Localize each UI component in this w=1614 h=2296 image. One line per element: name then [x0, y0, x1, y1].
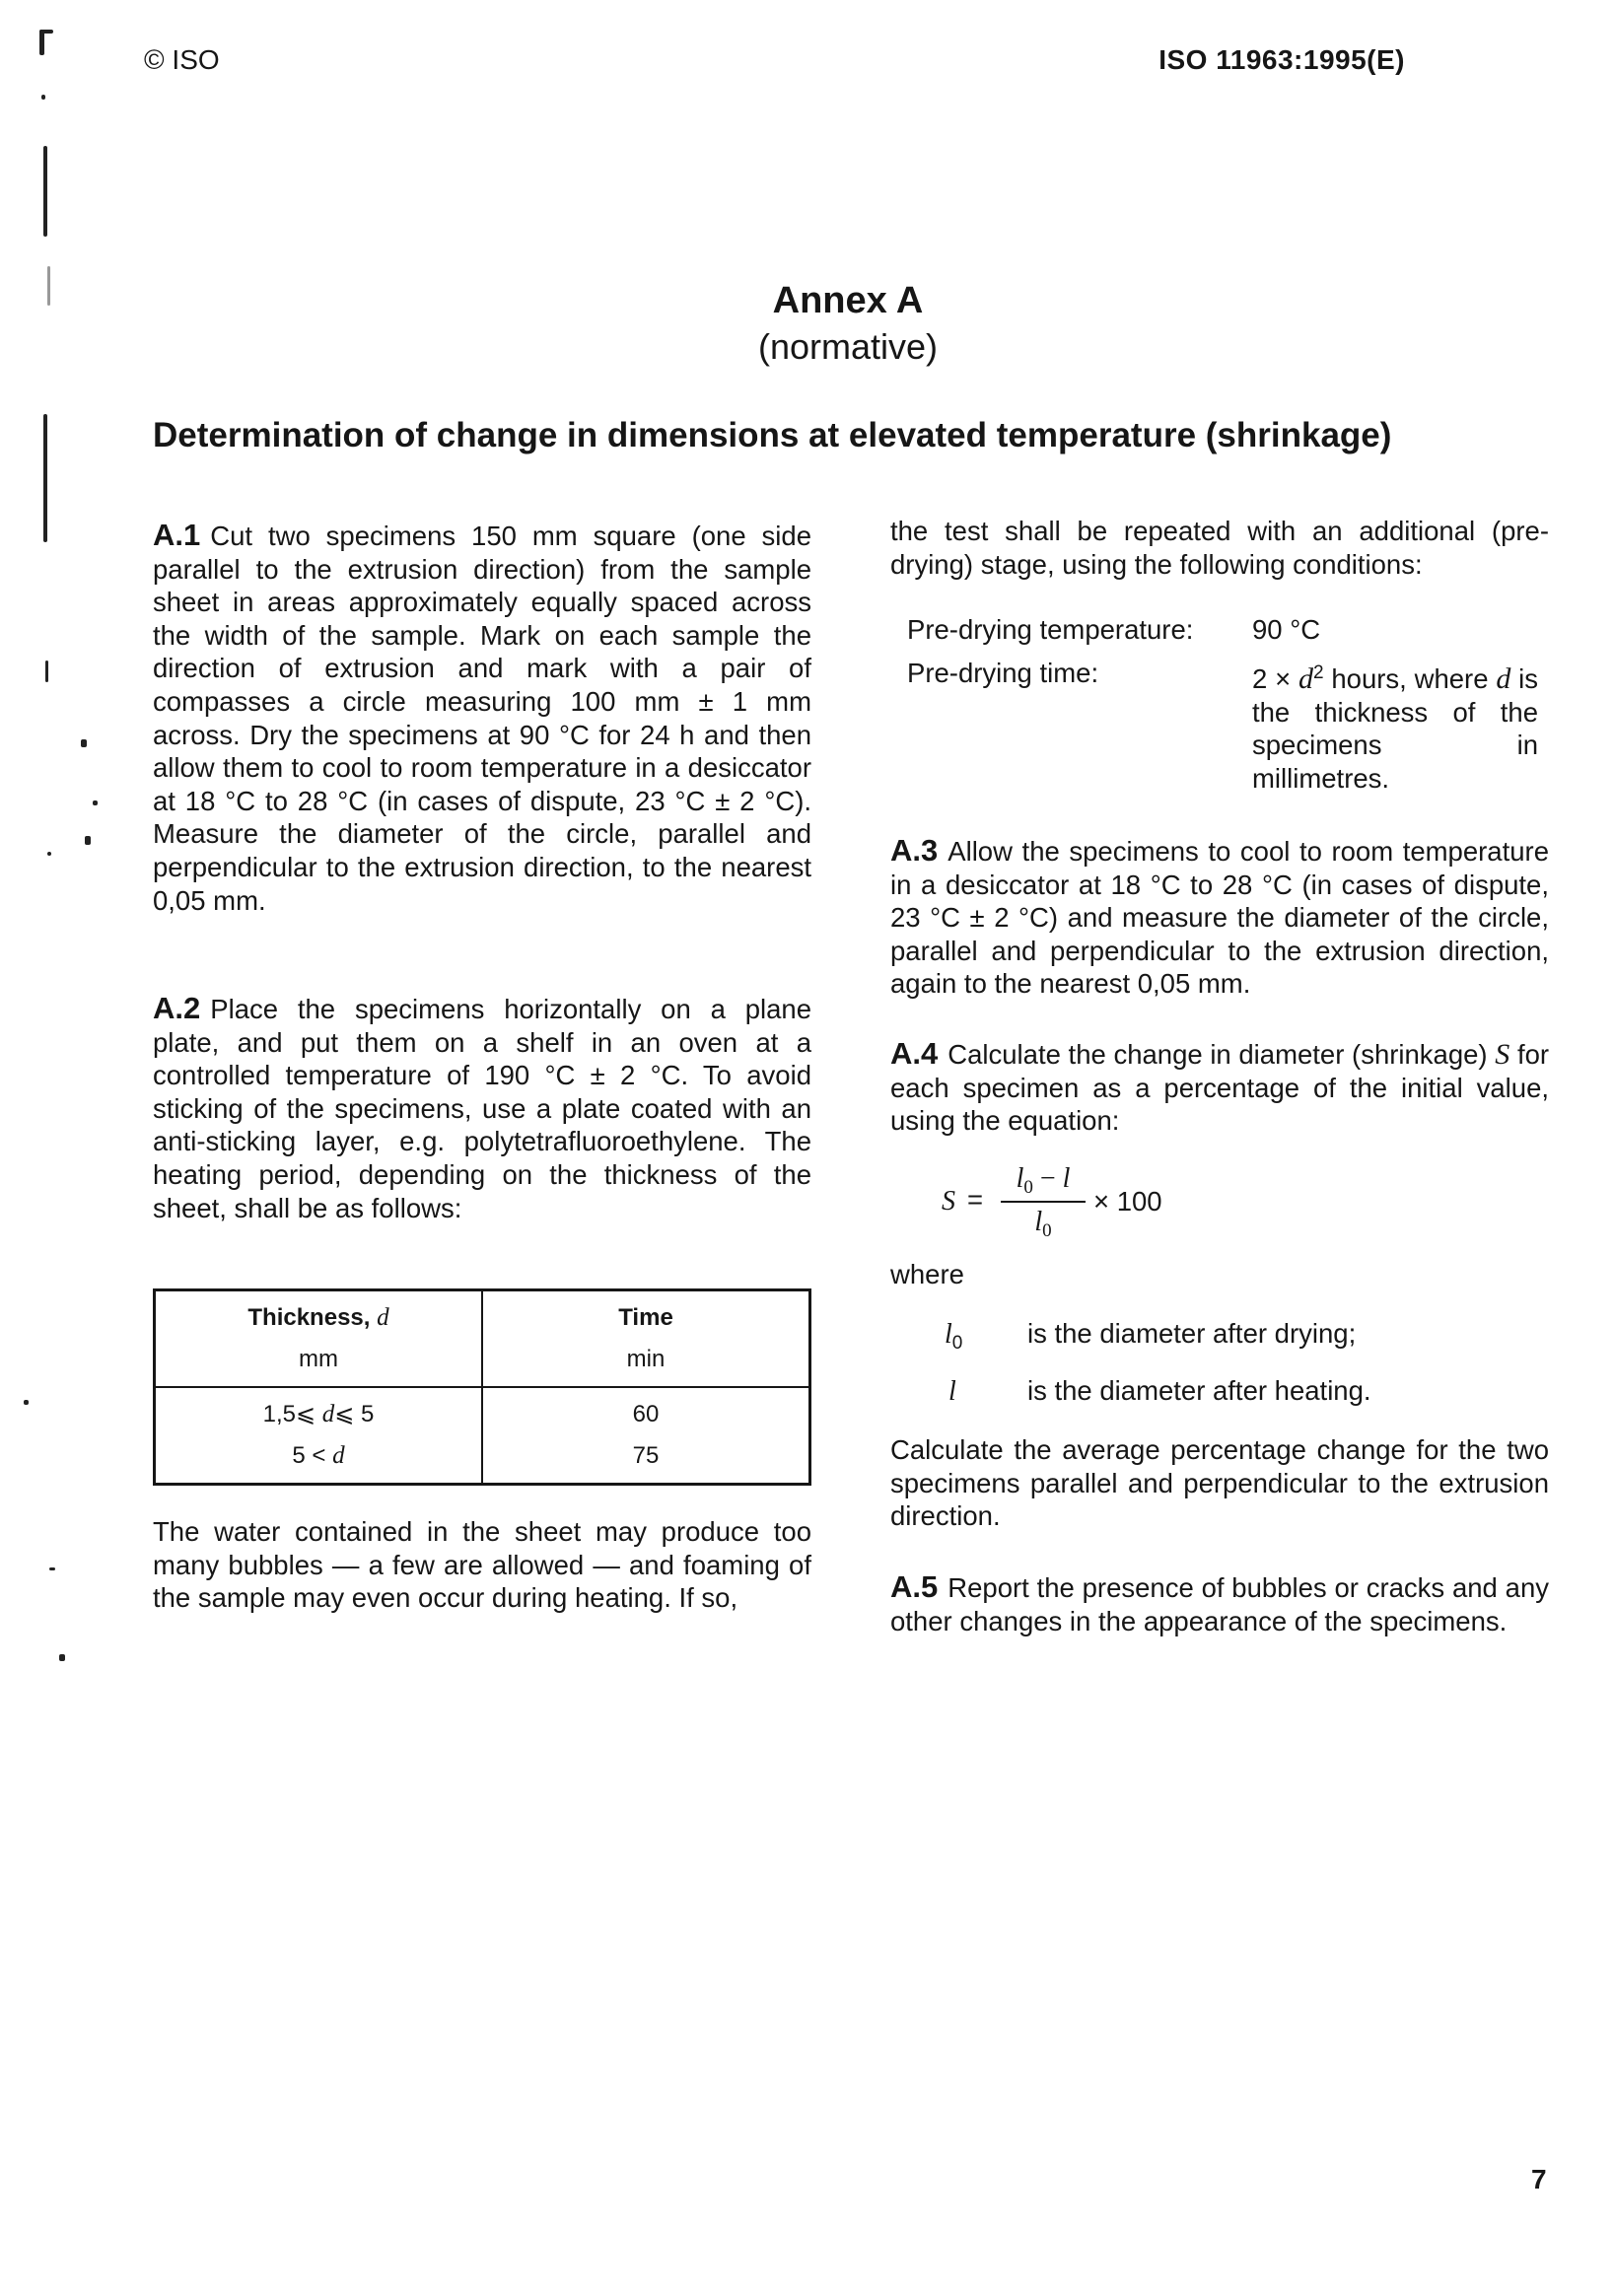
def-l0-sym: l: [945, 1319, 952, 1350]
table-row: [155, 1387, 810, 1485]
section-a4: [890, 1037, 1549, 1138]
table-header-time-unit: min: [626, 1346, 666, 1372]
formula-denominator: [1001, 1207, 1086, 1247]
section-a3-number: A.3: [890, 833, 939, 868]
table-header-thickness: [155, 1290, 483, 1388]
scan-mark: [43, 414, 47, 542]
scan-mark: [93, 800, 98, 805]
formula-num-l2: l: [1062, 1163, 1071, 1194]
section-a3: [890, 834, 1549, 1001]
definition-symbol-l: [948, 1374, 956, 1409]
pre-drying-temperature-value: 90 °C: [1252, 614, 1321, 645]
section-a2-text: Place the specimens horizontally on a plane plate, and put them on a shelf in an oven at a controlled temperature of 190 °C ± 2 °C. To avoid sticking of the specimens, use a plate coated with an anti-sticking layer, e.g. polytetrafluoroethylene. The heating period, depending on the thickness of the sheet, shall be as follows:: [153, 994, 811, 1223]
table-row1-value: 60: [632, 1401, 660, 1427]
scan-mark: [24, 1400, 29, 1405]
pre-drying-time-var2: d: [1496, 662, 1511, 695]
table-row2-left: 5 <: [292, 1442, 326, 1469]
table-cell-thickness-row2: [156, 1435, 481, 1477]
section-a2-number: A.2: [153, 991, 201, 1025]
pre-drying-time-value: [1252, 657, 1538, 795]
pre-drying-time-rest: is the thickness of the specimens in millimetres.: [1252, 663, 1539, 794]
water-note: The water contained in the sheet may produce too many bubbles — a few are allowed — and foaming of the sample may even occur during heating. If so,: [153, 1516, 811, 1614]
main-title: Determination of change in dimensions at elevated temperature (shrinkage): [153, 416, 1392, 454]
table-row1-left: 1,5⩽: [262, 1401, 316, 1427]
table-header-thickness-label: Thickness,: [247, 1304, 371, 1331]
pre-drying-time-exponent: 2: [1312, 662, 1324, 683]
table-header-thickness-var: d: [377, 1304, 389, 1331]
formula-fraction-bar: [1001, 1201, 1086, 1203]
pre-drying-temperature-label: Pre-drying temperature:: [907, 614, 1194, 645]
table-header-thickness-unit: mm: [299, 1346, 338, 1372]
section-a4-var: S: [1495, 1038, 1510, 1071]
header-standard-number: ISO 11963:1995(E): [1158, 44, 1405, 75]
scan-mark: [41, 95, 45, 100]
scan-mark: [47, 266, 50, 306]
formula-num-l: l: [1016, 1163, 1024, 1194]
section-a1-text: Cut two specimens 150 mm square (one side parallel to the extrusion direction) from the sample sheet in areas approximately equally spaced across the width of the sample. Mark on each sample the direction of extrusion and mark with a pair of compasses a circle measuring 100 mm ± 1 mm across. Dry the specimens at 90 °C for 24 h and then allow them to cool to room temperature in a desiccator at 18 °C to 28 °C (in cases of dispute, 23 °C ± 2 °C). Measure the diameter of the circle, parallel and perpendicular to the extrusion direction, to the nearest 0,05 mm.: [153, 521, 811, 916]
section-a2: [153, 992, 811, 1224]
table-row2-value: 75: [632, 1442, 660, 1469]
section-a4-text-pre: Calculate the change in diameter (shrinkage): [947, 1039, 1488, 1070]
pre-drying-time-prefix: 2 ×: [1252, 663, 1292, 694]
scan-mark: [81, 739, 87, 747]
section-a5-text: Report the presence of bubbles or cracks and any other changes in the appearance of the specimens.: [890, 1572, 1549, 1636]
page-number: 7: [1531, 2164, 1547, 2194]
definition-text-l: is the diameter after heating.: [1027, 1375, 1371, 1406]
table-row1-right: ⩽ 5: [334, 1401, 375, 1427]
formula-den-l: l: [1034, 1207, 1043, 1237]
scan-mark: [49, 1567, 55, 1570]
scan-mark: [43, 146, 47, 237]
heating-period-table: [153, 1288, 811, 1486]
scan-mark: [47, 852, 51, 856]
header-copyright: © ISO: [144, 44, 220, 75]
table-header-row: [155, 1290, 810, 1388]
formula-num-minus: −: [1039, 1163, 1056, 1194]
table-row2-var: d: [332, 1442, 345, 1469]
definition-symbol-l0: [945, 1317, 962, 1360]
table-header-time: [482, 1290, 810, 1388]
formula-numerator: [1001, 1163, 1086, 1204]
shrinkage-formula: [942, 1163, 1198, 1252]
formula-lhs: S: [942, 1186, 955, 1217]
table-row1-var: d: [321, 1401, 335, 1427]
section-a1-number: A.1: [153, 518, 201, 552]
annex-subtitle: (normative): [757, 326, 939, 367]
table-cell-thickness: [155, 1387, 483, 1485]
annex-title: Annex A: [772, 280, 924, 321]
section-a3-text: Allow the specimens to cool to room temperature in a desiccator at 18 °C to 28 °C (in cases of dispute, 23 °C ± 2 °C) and measure the diameter of the circle, parallel and perpendicular to the extrusion direction, again to the nearest 0,05 mm.: [890, 836, 1549, 1000]
formula-equals: =: [967, 1184, 984, 1215]
pre-drying-time-label: Pre-drying time:: [907, 658, 1099, 688]
where-label: where: [890, 1259, 964, 1289]
section-a1: [153, 519, 811, 917]
average-note: Calculate the average percentage change for the two specimens parallel and perpendicular to the extrusion direction.: [890, 1434, 1549, 1532]
right-column-continuation: the test shall be repeated with an additional (pre-drying) stage, using the following conditions:: [890, 516, 1549, 580]
formula-den-sub: 0: [1042, 1220, 1052, 1241]
pre-drying-time-var: d: [1298, 662, 1313, 695]
scan-mark: [45, 661, 48, 682]
definition-text-l0: is the diameter after drying;: [1027, 1318, 1357, 1349]
scan-mark: [39, 30, 53, 34]
section-a5: [890, 1570, 1549, 1637]
section-a5-number: A.5: [890, 1569, 939, 1604]
scan-mark: [85, 836, 91, 845]
table-cell-time: [482, 1387, 810, 1485]
section-a4-number: A.4: [890, 1036, 939, 1071]
scan-mark: [59, 1654, 65, 1661]
formula-times: × 100: [1093, 1186, 1162, 1217]
def-l0-sub: 0: [951, 1333, 963, 1354]
formula-num-sub: 0: [1023, 1177, 1033, 1198]
section-a4-text-post: for each specimen as a percentage of the initial value, using the equation:: [890, 1039, 1550, 1137]
pre-drying-time-mid: hours, where: [1331, 663, 1489, 694]
table-header-time-label: Time: [618, 1304, 673, 1331]
table-cell-thickness-row1: [156, 1394, 481, 1435]
def-l-sym: l: [948, 1376, 956, 1407]
